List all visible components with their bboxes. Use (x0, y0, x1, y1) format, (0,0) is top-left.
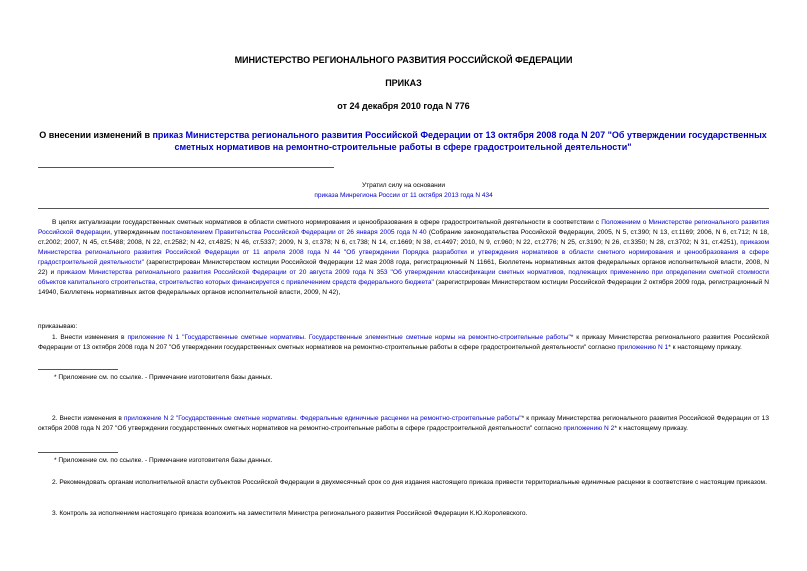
preamble-text: (зарегистрирован Министерством юстиции Российской Федерации 12 мая 2008 года, регистрационный N 11661, Бюллетень нормативных актов федеральных органов исполнительной власти, 2008, N 22) и (38, 259, 769, 276)
resolution-link[interactable]: постановлением Правительства Российской Федерации от 26 января 2005 года N 40 (161, 229, 427, 236)
basis-order-link[interactable]: приказа Минрегиона России от 11 октября 2013 года N 434 (314, 192, 493, 199)
item-2-text: * к настоящему приказу. (614, 425, 688, 432)
divider (38, 167, 334, 168)
item-1-text: 1. Внести изменения в (52, 334, 128, 341)
order-353-link[interactable]: приказом Министерства регионального развития Российской Федерации от 20 августа 2009 года N 353 "Об утверждении классификации сметных нормативов, подлежащих применению при определении сметной стоимости объектов капитального строительства, строительство которых финансируется с привлечением средств федерального бюджета" (38, 269, 769, 286)
footnote-divider (38, 452, 118, 453)
item-4-paragraph: 3. Контроль за исполнением настоящего приказа возложить на заместителя Министра регионального развития Российской Федерации К.Ю.Королевского. (52, 510, 528, 517)
item-1-text: * к приказу Министерства регионального развития Российской Федерации от 13 октября 2008 года N 207 "Об утверждении государственных сметных нормативов на ремонтно-строительные работы в сфере градостроительной деятельности" согласно (38, 334, 769, 351)
preamble-paragraph (38, 218, 769, 298)
title-order-link[interactable]: приказ Министерства регионального развития Российской Федерации от 13 октября 2008 года N 207 "Об утверждении государственных сметных нормативов на ремонтно-строительные работы в сфере градостроительной деятельности" (152, 130, 767, 152)
footnote-1: * Приложение см. по ссылке. - Примечание изготовителя базы данных. (54, 374, 273, 381)
item-2-text: 2. Внести изменения в (52, 415, 124, 422)
doc-type-heading: ПРИКАЗ (385, 78, 422, 88)
preamble-text: В целях актуализации государственных сметных нормативов в области сметного нормирования и ценообразования в сфере градостроительной деятельности в соответствии с (52, 219, 602, 226)
title-prefix: О внесении изменений в (39, 130, 153, 140)
item-2-paragraph (38, 414, 769, 434)
item-3-paragraph: 2. Рекомендовать органам исполнительной власти субъектов Российской Федерации в двухмесячный срок со дня издания настоящего приказа привести территориальные единичные расценки в соответствие с настоящим приказом. (52, 479, 767, 486)
item-2-text: * к приказу Министерства регионального развития Российской Федерации от 13 октября 2008 года N 207 "Об утверждении государственных сметных нормативов на ремонтно-строительные работы в сфере градостроительной деятельности" согласно (38, 415, 770, 432)
annex-2-link[interactable]: приложению N 2 (563, 425, 615, 432)
divider (38, 208, 769, 209)
annex-1-link[interactable]: приложению N 1 (617, 344, 669, 351)
lost-force-text: Утратил силу на основании (361, 182, 446, 189)
item-1-paragraph (38, 333, 769, 353)
order-word: приказываю: (38, 323, 78, 330)
footnote-2: * Приложение см. по ссылке. - Примечание изготовителя базы данных. (54, 457, 273, 464)
item-1-text: * к настоящему приказу. (668, 344, 742, 351)
footnote-divider (38, 369, 118, 370)
ministry-heading: МИНИСТЕРСТВО РЕГИОНАЛЬНОГО РАЗВИТИЯ РОССИЙСКОЙ ФЕДЕРАЦИИ (234, 55, 573, 65)
order-44-link[interactable]: приказом Министерства регионального развития Российской Федерации от 11 апреля 2008 года N 44 "Об утверждении Порядка разработки и утверждения нормативов в области сметного нормирования и ценообразования в сфере градостроительной деятельности" (38, 239, 769, 266)
appendix-2-link[interactable]: приложение N 2 "Государственные сметные нормативы. Федеральные единичные расценки на ремонтно-строительные работы" (123, 415, 522, 422)
date-number-heading: от 24 декабря 2010 года N 776 (337, 101, 470, 111)
regulation-link[interactable]: Положением о Министерстве регионального развития Российской Федерации (38, 219, 769, 236)
document-title (20, 129, 786, 153)
appendix-1-link[interactable]: приложение N 1 "Государственные сметные нормативы. Государственные элементные сметные нормы на ремонтно-строительные работы" (127, 334, 571, 341)
preamble-text: (зарегистрирован Министерством юстиции Российской Федерации 2 октября 2009 года, регистрационный N 14940, Бюллетень нормативных актов федеральных органов исполнительной власти, 2009, N 42), (38, 279, 769, 296)
preamble-text: , утвержденным (110, 229, 162, 236)
preamble-text: (Собрание законодательства Российской Федерации, 2005, N 5, ст.390; N 13, ст.1169; 2006, N 6, ст.712; N 18, ст.2002; 2007, N 45, ст.5488; 2008, N 22, ст.2582; N 42, ст.4825; N 46, ст.5337; 2009, N 3, ст.378; N 6, ст.738; N 14, ст.1669; N 38, ст.4497; 2010, N 9, ст.960; N 22, ст.2776; N 25, ст.3190; N 26, ст.3350; N 28, ст.3702; N 31, ст.4251), (38, 229, 770, 246)
